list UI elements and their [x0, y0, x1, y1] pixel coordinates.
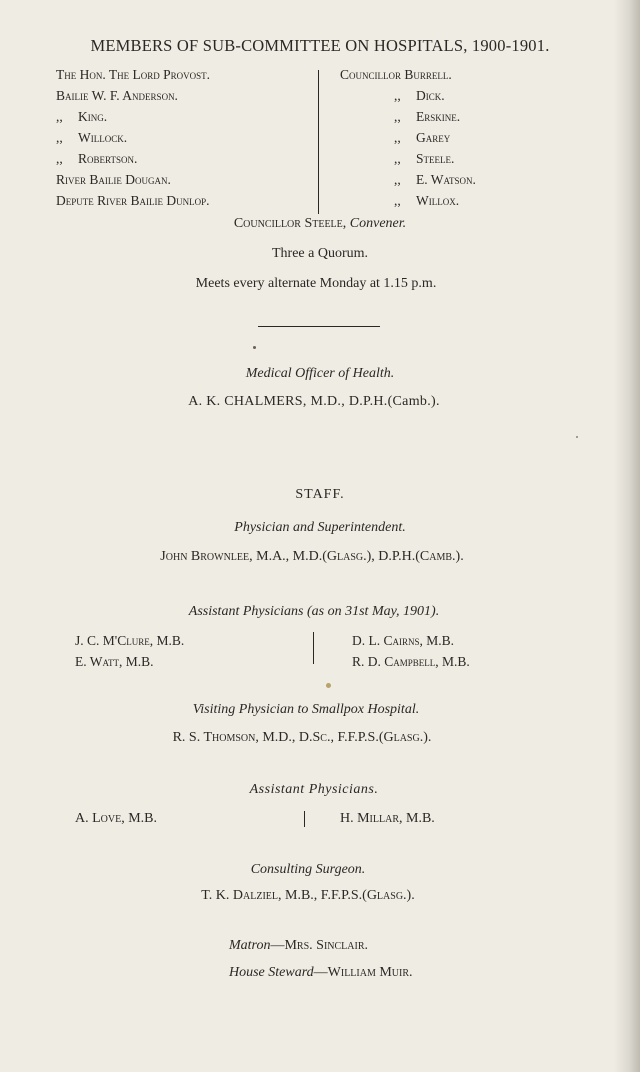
member-name: E. Watson.	[416, 172, 476, 187]
quorum-line: Three a Quorum.	[271, 246, 369, 261]
section-rule	[258, 326, 380, 327]
assistant-physician-name: J. C. M'Clure, M.B.	[75, 633, 185, 648]
column-divider	[318, 70, 319, 214]
committee-member	[56, 169, 210, 190]
committee-member	[56, 127, 210, 148]
ditto-mark: ,,	[394, 88, 401, 103]
member-name: King.	[78, 109, 108, 124]
physician-name: John Brownlee, M.A., M.D.(Glasg.), D.P.H.(Camb.).	[160, 549, 464, 564]
convener-role: Convener.	[349, 216, 407, 231]
assistant-physicians-right	[352, 630, 470, 672]
surgeon-name: T. K. Dalziel, M.B., F.F.P.S.(Glasg.).	[201, 888, 415, 903]
steward-name: William Muir.	[327, 965, 413, 980]
matron-label: Matron	[229, 938, 271, 953]
assistant-physician-name: D. L. Cairns, M.B.	[352, 633, 455, 648]
assistant-divider	[313, 632, 314, 664]
smallpox-divider	[304, 811, 305, 827]
member-name: Bailie W. F. Anderson.	[56, 88, 178, 103]
moh-title: Medical Officer of Health.	[245, 366, 395, 381]
ditto-mark: ,,	[394, 109, 401, 124]
staff-heading: STAFF.	[295, 487, 345, 502]
smallpox-assistants-title: Assistant Physicians.	[249, 782, 379, 797]
assistant-physicians-note: (as on 31st May, 1901).	[307, 604, 440, 619]
ditto-mark: ,,	[394, 172, 401, 187]
meets-line: Meets every alternate Monday at 1.15 p.m.	[195, 276, 437, 291]
committee-member	[340, 106, 476, 127]
member-name: Depute River Bailie Dunlop.	[56, 193, 210, 208]
member-name: Willox.	[416, 193, 460, 208]
smallpox-assistant-left: A. Love, M.B.	[75, 811, 157, 826]
steward-label: House Steward	[229, 965, 314, 980]
ditto-mark: ,,	[394, 130, 401, 145]
member-name: Garey	[416, 130, 451, 145]
committee-member	[56, 106, 210, 127]
assistant-physicians-heading	[0, 604, 634, 620]
ink-speck	[253, 346, 256, 349]
member-name: Councillor Burrell.	[340, 67, 452, 82]
convener-name: Councillor Steele,	[233, 216, 347, 231]
committee-member	[340, 190, 476, 211]
assistant-physician-name: R. D. Campbell, M.B.	[352, 654, 470, 669]
visiting-physician-name: R. S. Thomson, M.D., D.Sc., F.F.P.S.(Glasg.).	[172, 730, 432, 745]
member-name: River Bailie Dougan.	[56, 172, 171, 187]
assistant-physician-name: E. Watt, M.B.	[75, 654, 154, 669]
surgeon-title: Consulting Surgeon.	[250, 862, 366, 877]
visiting-physician-title: Visiting Physician to Smallpox Hospital.	[192, 702, 420, 717]
matron-line: Matron—Mrs. Sinclair.	[229, 938, 369, 953]
assistant-physicians-title: Assistant Physicians	[188, 604, 304, 619]
committee-member	[340, 85, 476, 106]
page-heading: MEMBERS OF SUB-COMMITTEE ON HOSPITALS, 1900-1901.	[90, 36, 550, 55]
matron-name: Mrs. Sinclair.	[284, 938, 369, 953]
committee-member	[340, 127, 476, 148]
member-name: Robertson.	[78, 151, 138, 166]
committee-member	[340, 148, 476, 169]
moh-name: A. K. CHALMERS, M.D., D.P.H.(Camb.).	[188, 394, 440, 409]
committee-member	[56, 64, 210, 85]
smallpox-assistant-right: H. Millar, M.B.	[340, 811, 435, 826]
committee-member	[340, 64, 476, 85]
member-name: The Hon. The Lord Provost.	[56, 67, 211, 82]
ditto-mark: ,,	[56, 130, 63, 145]
page-edge-shadow	[614, 0, 640, 1072]
ink-speck	[326, 683, 331, 688]
committee-member	[56, 85, 210, 106]
member-name: Steele.	[416, 151, 455, 166]
ditto-mark: ,,	[394, 151, 401, 166]
committee-member	[56, 190, 210, 211]
member-name: Dick.	[416, 88, 445, 103]
physician-title: Physician and Superintendent.	[234, 520, 406, 535]
committee-right-column	[340, 64, 476, 211]
steward-line: House Steward—William Muir.	[229, 965, 413, 980]
committee-member	[340, 169, 476, 190]
member-name: Willock.	[78, 130, 128, 145]
convener-line	[0, 216, 640, 232]
ink-speck	[576, 436, 578, 438]
committee-member	[56, 148, 210, 169]
member-name: Erskine.	[416, 109, 461, 124]
committee-left-column	[56, 64, 210, 211]
ditto-mark: ,,	[56, 109, 63, 124]
ditto-mark: ,,	[56, 151, 63, 166]
ditto-mark: ,,	[394, 193, 401, 208]
assistant-physicians-left	[75, 630, 184, 672]
